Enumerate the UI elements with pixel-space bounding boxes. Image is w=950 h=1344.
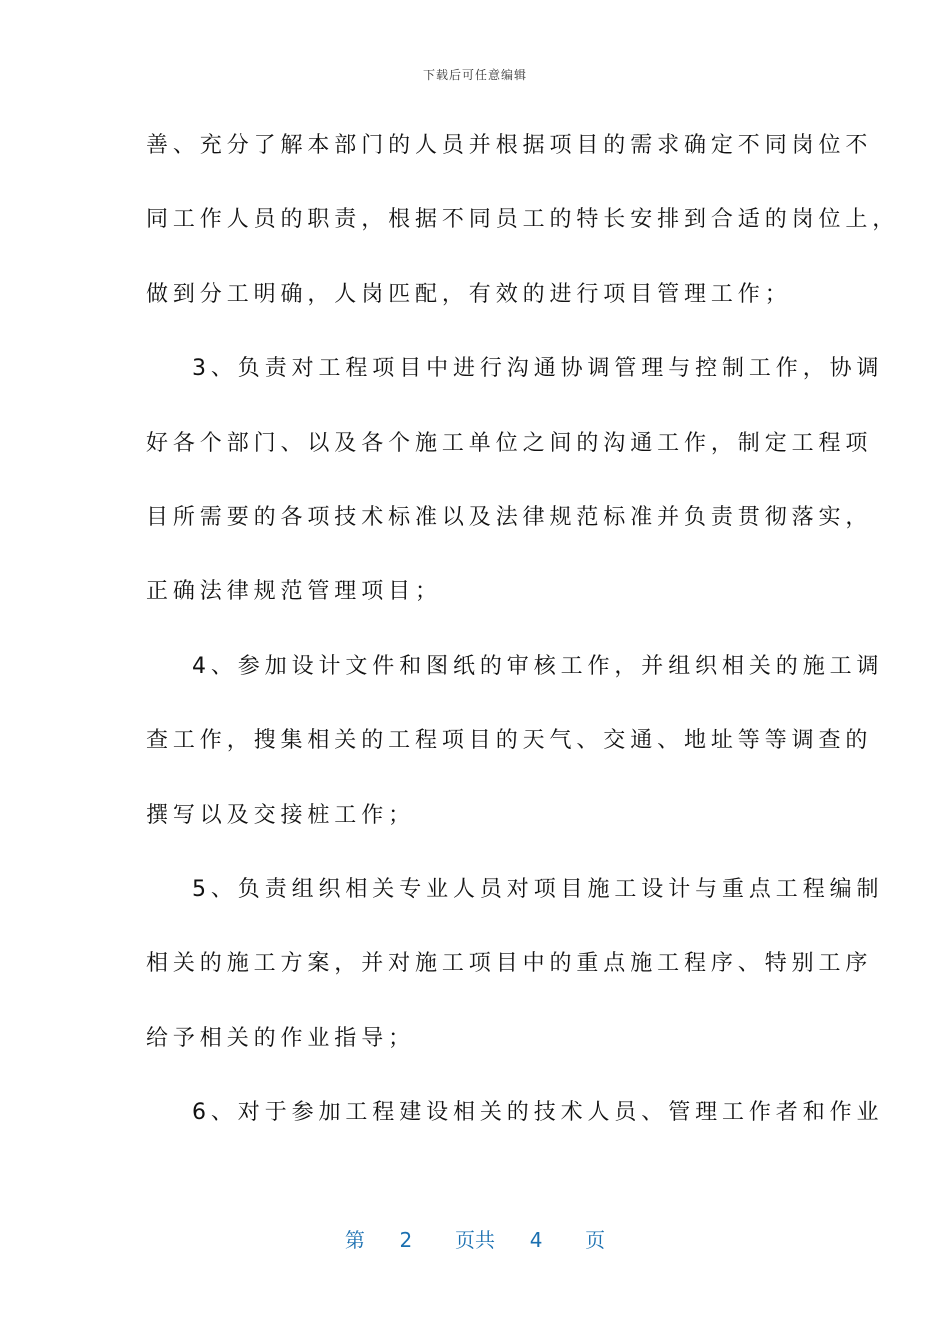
text-line: 撰写以及交接桩工作； bbox=[146, 802, 416, 828]
text-line: 做到分工明确，人岗匹配，有效的进行项目管理工作； bbox=[146, 281, 792, 307]
page-mid-label: 页共 bbox=[455, 1228, 495, 1252]
text-line: 查工作，搜集相关的工程项目的天气、交通、地址等等调查的 bbox=[146, 728, 873, 754]
current-page-number: 2 bbox=[399, 1228, 413, 1252]
paragraph-start-line: 5、负责组织相关专业人员对项目施工设计与重点工程编制 bbox=[192, 876, 884, 902]
paragraph-start-line: 3、负责对工程项目中进行沟通协调管理与控制工作，协调 bbox=[192, 356, 884, 382]
header-note: 下载后可任意编辑 bbox=[422, 68, 527, 82]
text-line: 目所需要的各项技术标准以及法律规范标准并负责贯彻落实， bbox=[146, 504, 873, 530]
page-prefix: 第 bbox=[344, 1228, 365, 1252]
paragraph-start-line: 6、对于参加工程建设相关的技术人员、管理工作者和作业 bbox=[192, 1100, 884, 1126]
text-line: 善、充分了解本部门的人员并根据项目的需求确定不同岗位不 bbox=[146, 133, 873, 158]
text-line: 正确法律规范管理项目； bbox=[146, 579, 442, 605]
document-body bbox=[146, 120, 900, 1161]
text-line: 相关的施工方案，并对施工项目中的重点施工程序、特别工序 bbox=[146, 951, 873, 977]
text-line: 好各个部门、以及各个施工单位之间的沟通工作，制定工程项 bbox=[146, 430, 873, 456]
page-footer bbox=[0, 1224, 950, 1253]
total-pages-number: 4 bbox=[529, 1228, 543, 1252]
page-suffix: 页 bbox=[585, 1228, 606, 1252]
text-line: 同工作人员的职责，根据不同员工的特长安排到合适的岗位上， bbox=[146, 207, 900, 233]
paragraph-start-line: 4、参加设计文件和图纸的审核工作，并组织相关的施工调 bbox=[192, 653, 884, 679]
text-line: 给予相关的作业指导； bbox=[146, 1025, 416, 1051]
